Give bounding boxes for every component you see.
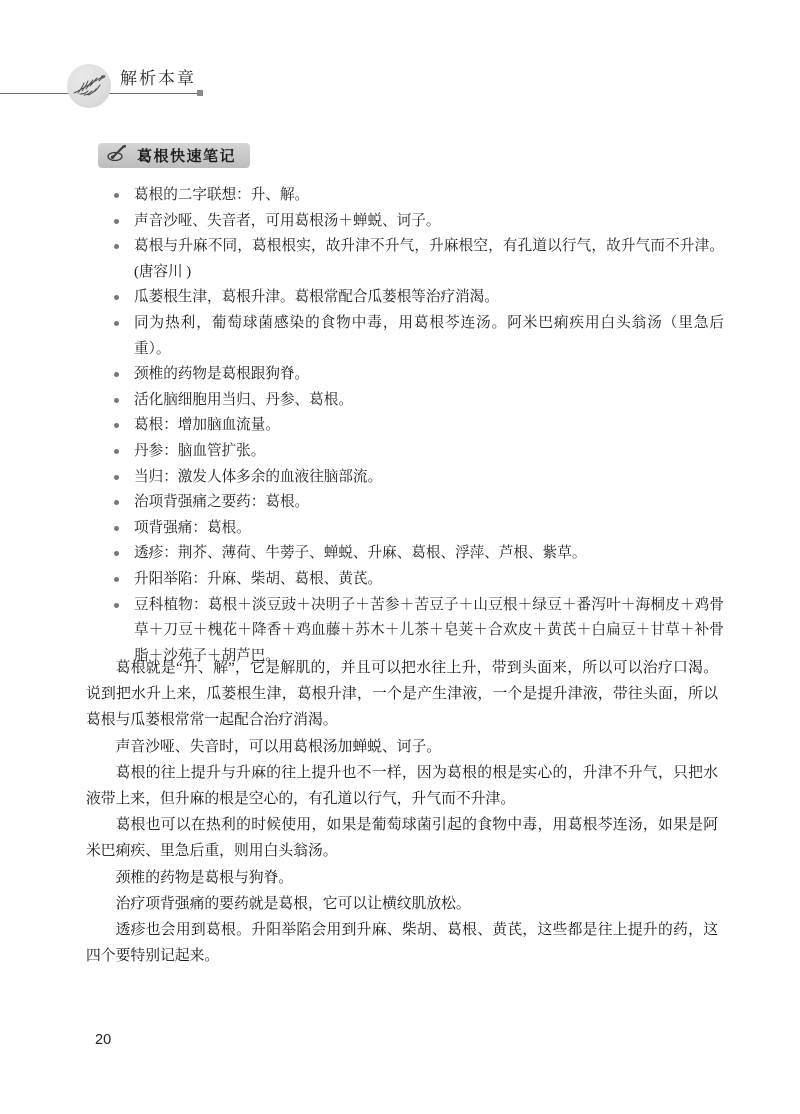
list-item — [112, 311, 724, 362]
bullet-icon — [114, 219, 119, 224]
paragraph: 声音沙哑、失音时，可以用葛根汤加蝉蜕、诃子。 — [115, 738, 442, 755]
running-header — [0, 58, 800, 108]
bullet-icon — [114, 244, 119, 249]
bullet-icon — [114, 551, 119, 556]
bullet-icon — [114, 295, 119, 300]
list-item — [112, 516, 724, 542]
bullet-icon — [114, 193, 119, 198]
list-item-text: 颈椎的药物是葛根跟狗脊。 — [134, 366, 310, 383]
bullet-icon — [114, 423, 119, 428]
body-text-block — [86, 655, 718, 969]
paragraph: 治疗项背强痛的要药就是葛根，它可以让横纹肌放松。 — [115, 895, 471, 912]
herb-sprig-icon — [67, 64, 111, 108]
bullet-icon — [114, 500, 119, 505]
list-item-text: 升阳举陷：升麻、柴胡、葛根、黄芪。 — [134, 570, 383, 587]
list-item-text: 透疹：荆芥、薄荷、牛蒡子、蝉蜕、升麻、葛根、浮萍、芦根、紫草。 — [134, 545, 587, 562]
list-item-text: 活化脑细胞用当归、丹参、葛根。 — [134, 391, 353, 408]
bullet-icon — [114, 321, 119, 326]
list-item — [112, 413, 724, 439]
bullet-icon — [114, 526, 119, 531]
paragraph: 透疹也会用到葛根。升阳举陷会用到升麻、柴胡、葛根、黄芪，这些都是往上提升的药，这四个要特别记起来。 — [86, 922, 718, 965]
list-item-text: 瓜蒌根生津，葛根升津。葛根常配合瓜蒌根等治疗消渴。 — [134, 289, 499, 306]
list-item-text: 治项背强痛之要药：葛根。 — [134, 494, 310, 511]
bullet-icon — [114, 475, 119, 480]
bullet-icon — [114, 603, 119, 608]
list-item — [112, 285, 724, 311]
quick-notes-list — [112, 183, 724, 669]
list-item-text: 丹参：脑血管扩张。 — [134, 442, 266, 459]
paragraph: 葛根也可以在热利的时候使用，如果是葡萄球菌引起的食物中毒，用葛根芩连汤，如果是阿米巴痢疾、里急后重，则用白头翁汤。 — [86, 817, 718, 860]
list-item — [112, 465, 724, 491]
list-item — [112, 541, 724, 567]
bullet-icon — [114, 398, 119, 403]
list-item-text: 同为热利，葡萄球菌感染的食物中毒，用葛根芩连汤。阿米巴痢疾用白头翁汤（里急后重）。 — [134, 314, 724, 357]
list-item — [112, 183, 724, 209]
list-item — [112, 388, 724, 414]
list-item — [112, 209, 724, 235]
paragraph: 葛根就是“升、解”，它是解肌的，并且可以把水往上升，带到头面来，所以可以治疗口渴。说到把水升上来，瓜蒌根生津，葛根升津，一个是产生津液，一个是提升津液，带往头面，所以葛根与瓜蒌根常常一起配合治疗消渴。 — [86, 660, 718, 729]
list-item — [112, 362, 724, 388]
list-item-text: 豆科植物：葛根＋淡豆豉＋决明子＋苦参＋苦豆子＋山豆根＋绿豆＋番泻叶＋海桐皮＋鸡骨草＋刀豆＋槐花＋降香＋鸡血藤＋苏木＋儿茶＋皂荚＋合欢皮＋黄芪＋白扁豆＋甘草＋补骨脂＋沙苑子＋胡芦巴。 — [134, 596, 724, 664]
paragraph: 葛根的往上提升与升麻的往上提升也不一样，因为葛根的根是实心的，升津不升气，只把水液带上来，但升麻的根是空心的，有孔道以行气，升气而不升津。 — [86, 764, 718, 808]
list-item — [112, 234, 724, 285]
page-number: 20 — [95, 1032, 112, 1048]
paragraph: 颈椎的药物是葛根与狗脊。 — [115, 869, 294, 886]
list-item-text: 葛根的二字联想：升、解。 — [134, 187, 310, 203]
list-item-text: 葛根与升麻不同，葛根根实，故升津不升气，升麻根空，有孔道以行气，故升气而不升津。(唐容川 ) — [134, 238, 724, 280]
header-rule-end-marker — [197, 90, 203, 96]
list-item-text: 当归：激发人体多余的血液往脑部流。 — [134, 468, 383, 485]
list-item — [112, 490, 724, 516]
list-item-text: 葛根：增加脑血流量。 — [134, 417, 280, 434]
bullet-icon — [114, 372, 119, 377]
list-item — [112, 439, 724, 465]
brush-pen-icon — [106, 144, 130, 167]
section-badge-label: 葛根快速笔记 — [137, 147, 237, 165]
bullet-icon — [114, 577, 119, 582]
list-item-text: 项背强痛：葛根。 — [134, 519, 251, 536]
list-item-text: 声音沙哑、失音者，可用葛根汤＋蝉蜕、诃子。 — [134, 212, 441, 229]
bullet-icon — [114, 449, 119, 454]
page-title: 解析本章 — [120, 69, 196, 89]
list-item — [112, 567, 724, 593]
section-badge — [98, 143, 250, 168]
